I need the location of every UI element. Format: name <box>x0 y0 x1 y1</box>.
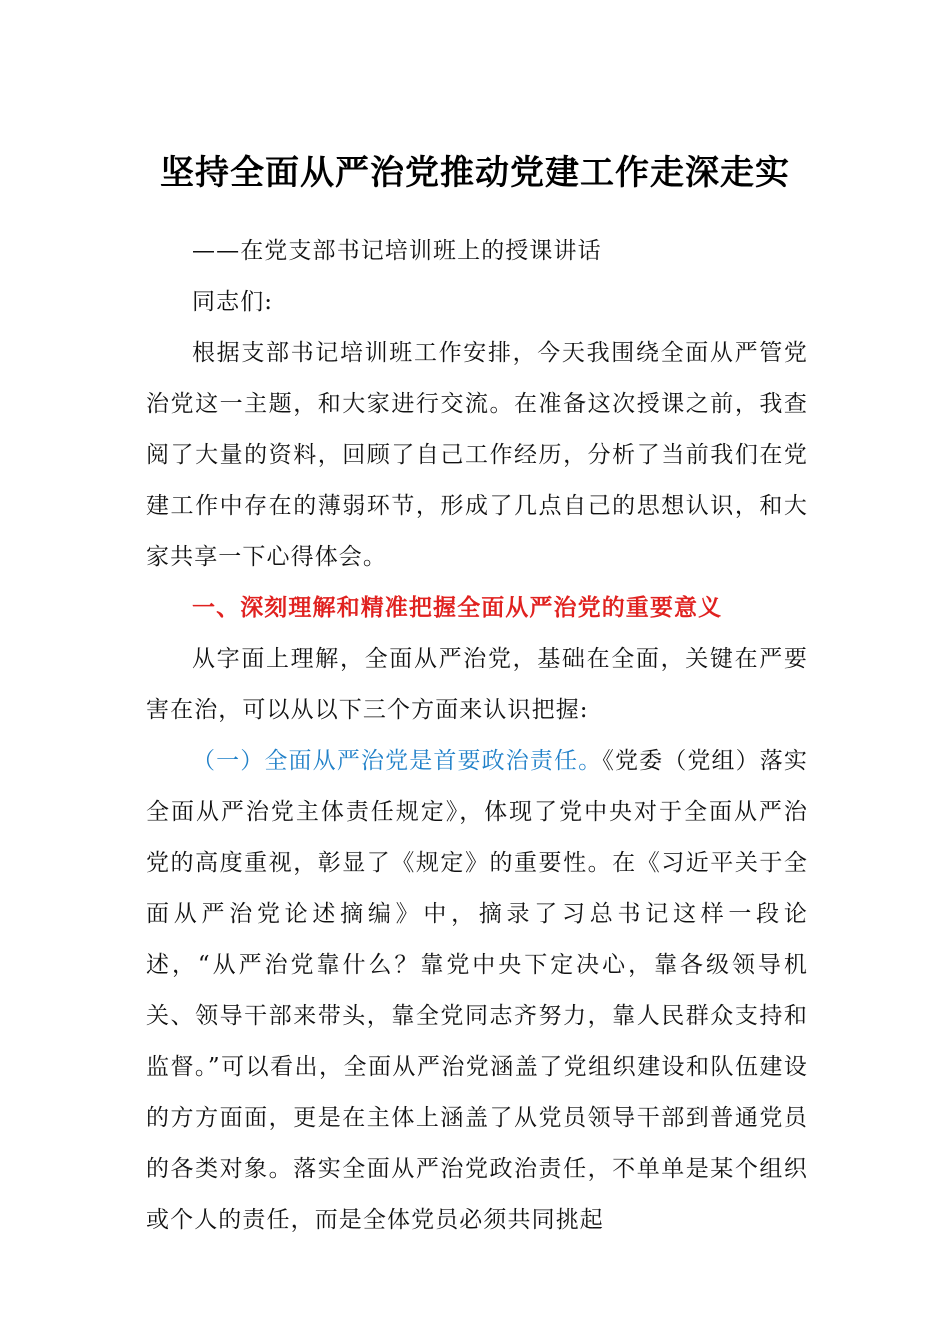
document-title: 坚持全面从严治党推动党建工作走深走实 <box>160 153 790 193</box>
section-1-intro-paragraph: 从字面上理解，全面从严治党，基础在全面，关键在严要害在治，可以从以下三个方面来认识把握: <box>146 646 808 723</box>
section-heading-1: 一、深刻理解和精准把握全面从严治党的重要意义 <box>192 595 723 621</box>
subsection-1-body: 《党委（党组）落实全面从严治党主体责任规定》，体现了党中央对于全面从严治党的高度重视，彰显了《规定》的重要性。在《习近平关于全面从严治党论述摘编》中，摘录了习总书记这样一段论述，“从严治党靠什么？靠党中央下定决心，靠各级领导机关、领导干部来带头，靠全党同志齐努力，靠人民群众支持和监督。”可以看出，全面从严治党涵盖了党组织建设和队伍建设的方方面面，更是在主体上涵盖了从党员领导干部到普通党员的各类对象。落实全面从严治党政治责任，不单单是某个组织或个人的责任，而是全体党员必须共同挑起 <box>146 748 808 1233</box>
salutation: 同志们: <box>192 289 274 315</box>
subsection-1-paragraph <box>146 736 808 1246</box>
subsection-heading-1: （一）全面从严治党是首要政治责任。 <box>192 748 603 774</box>
intro-paragraph: 根据支部书记培训班工作安排，今天我围绕全面从严管党治党这一主题，和大家进行交流。在准备这次授课之前，我查阅了大量的资料，回顾了自己工作经历，分析了当前我们在党建工作中存在的薄弱环节，形成了几点自己的思想认识，和大家共享一下心得体会。 <box>146 340 808 570</box>
document-subtitle: ——在党支部书记培训班上的授课讲话 <box>192 238 602 264</box>
document-body <box>146 226 808 1246</box>
